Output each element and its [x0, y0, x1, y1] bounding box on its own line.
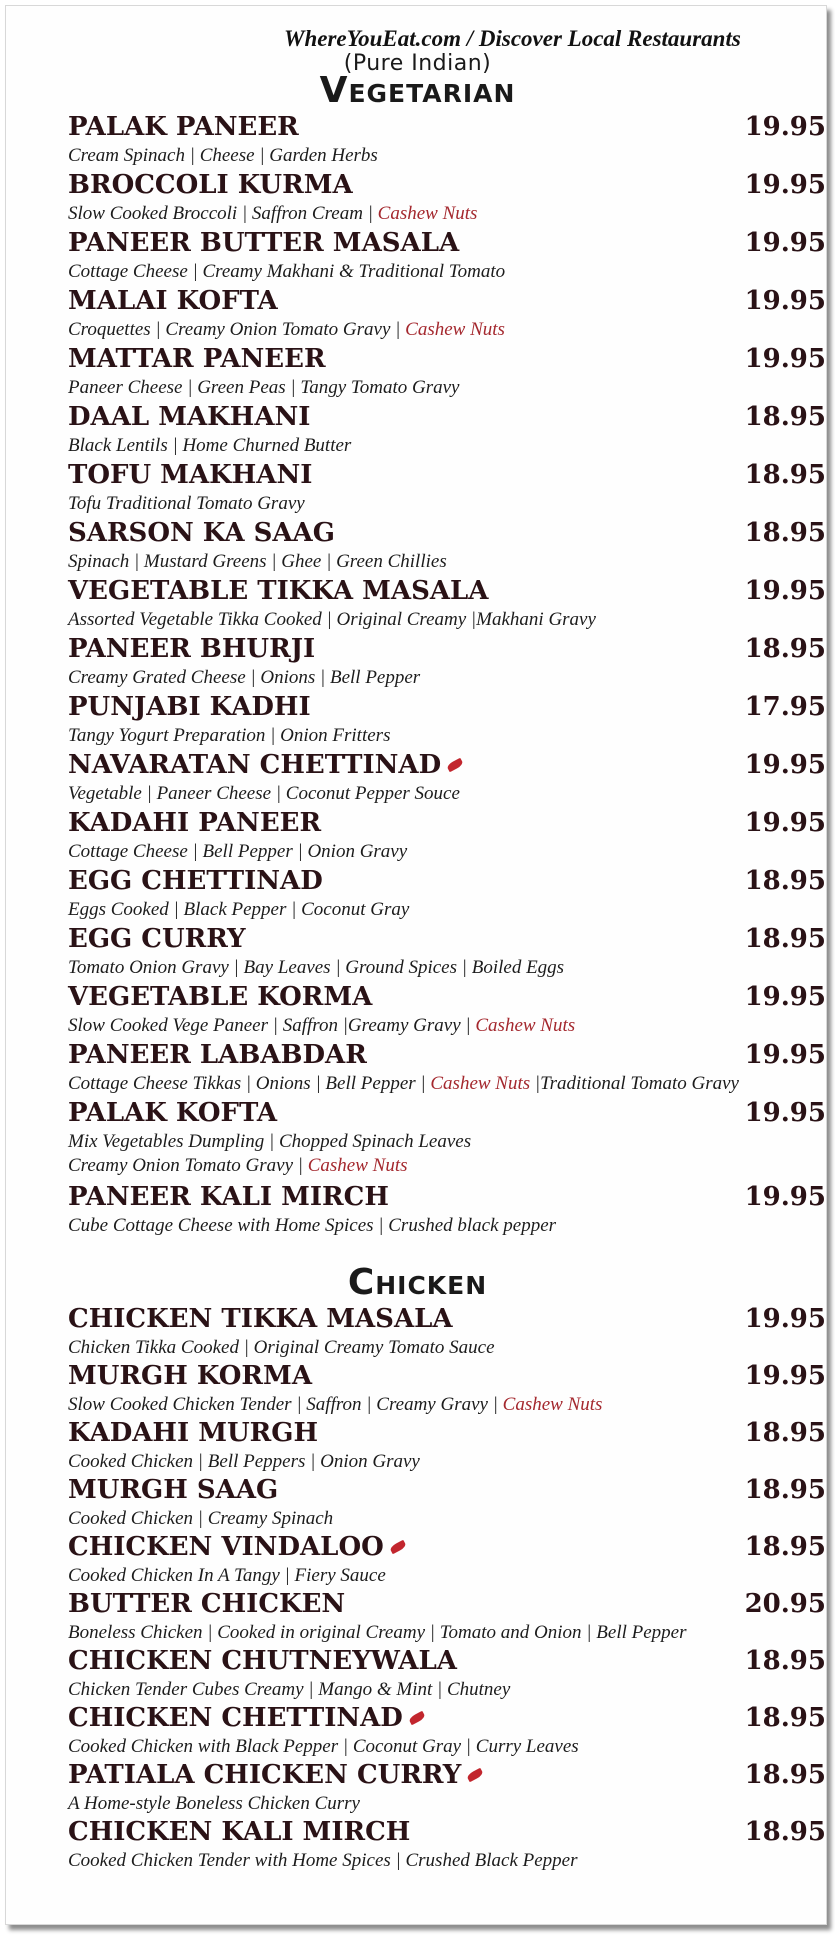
desc-text: Slow Cooked Broccoli | Saffron Cream |: [68, 203, 378, 224]
dish-name: NAVARATAN CHETTINAD: [68, 750, 442, 780]
cashew-nuts-note: Cashew Nuts: [475, 1015, 576, 1036]
chili-pepper-icon: [466, 1768, 484, 1783]
item-header: [68, 1587, 826, 1621]
dish-description: [68, 434, 768, 458]
dish-price: 18.95: [744, 402, 826, 432]
item-header: [68, 168, 826, 202]
item-header: [68, 284, 826, 318]
dish-price: 17.95: [744, 692, 826, 722]
dish-description: [68, 1393, 768, 1417]
menu-item: [68, 632, 826, 690]
dish-price: 19.95: [744, 576, 826, 606]
desc-text: Cube Cottage Cheese with Home Spices | Crushed black pepper: [68, 1215, 557, 1236]
dish-name: CHICKEN VINDALOO: [68, 1532, 384, 1562]
desc-text: Chicken Tender Cubes Creamy | Mango & Mint | Chutney: [68, 1679, 511, 1700]
menu-subtitle: (Pure Indian): [343, 51, 492, 76]
dish-description: [68, 1621, 768, 1645]
dish-name: TOFU MAKHANI: [68, 460, 313, 490]
item-header: [68, 1038, 826, 1072]
dish-name: MALAI KOFTA: [68, 286, 278, 316]
item-header: [68, 1302, 826, 1336]
dish-price: 19.95: [744, 344, 826, 374]
menu-item: [68, 980, 826, 1038]
desc-text: Cooked Chicken with Black Pepper | Coconut Gray | Curry Leaves: [68, 1736, 579, 1757]
site-banner: WhereYouEat.com / Discover Local Restaurants: [284, 26, 741, 51]
desc-text: Assorted Vegetable Tikka Cooked | Original Creamy |Makhani Gravy: [68, 609, 596, 630]
dish-description: [68, 202, 768, 226]
item-header: [68, 864, 826, 898]
dish-price: 19.95: [744, 286, 826, 316]
dish-name: SARSON KA SAAG: [68, 518, 335, 548]
desc-text: Slow Cooked Vege Paneer | Saffron |Greamy Gravy |: [68, 1015, 476, 1036]
dish-price: 18.95: [744, 1646, 826, 1676]
chili-pepper-icon: [389, 1540, 407, 1555]
dish-name: BROCCOLI KURMA: [68, 170, 353, 200]
dish-name: CHICKEN TIKKA MASALA: [68, 1304, 453, 1334]
menu-item: [68, 864, 826, 922]
dish-name: PANEER LABABDAR: [68, 1040, 367, 1070]
item-header: [68, 1644, 826, 1678]
item-header: [68, 1701, 826, 1735]
dish-price: 19.95: [744, 1182, 826, 1212]
desc-text: A Home-style Boneless Chicken Curry: [68, 1793, 360, 1814]
item-header: [68, 690, 826, 724]
dish-price: 18.95: [744, 460, 826, 490]
desc-text: Spinach | Mustard Greens | Ghee | Green Chillies: [68, 551, 447, 572]
menu-item: [68, 690, 826, 748]
cashew-nuts-note: Cashew Nuts: [307, 1155, 408, 1176]
menu-item: [68, 226, 826, 284]
desc-text: Cottage Cheese | Bell Pepper | Onion Gravy: [68, 841, 408, 862]
dish-name: PALAK PANEER: [68, 112, 299, 142]
menu-item: [68, 342, 826, 400]
cashew-nuts-note: Cashew Nuts: [377, 203, 478, 224]
dish-name: PATIALA CHICKEN CURRY: [68, 1760, 462, 1790]
desc-text: Tomato Onion Gravy | Bay Leaves | Ground Spices | Boiled Eggs: [68, 957, 565, 978]
dish-price: 19.95: [744, 228, 826, 258]
item-header: [68, 806, 826, 840]
item-header: [68, 1758, 826, 1792]
cashew-nuts-note: Cashew Nuts: [502, 1394, 603, 1415]
dish-price: 18.95: [744, 924, 826, 954]
dish-description: [68, 318, 768, 342]
item-header: [68, 922, 826, 956]
desc-text: Tofu Traditional Tomato Gravy: [68, 493, 305, 514]
item-header: [68, 980, 826, 1014]
item-header: [68, 1096, 826, 1130]
dish-name: CHICKEN CHETTINAD: [68, 1703, 403, 1733]
item-header: [68, 516, 826, 550]
dish-name: PALAK KOFTA: [68, 1098, 278, 1128]
dish-name: PANEER BUTTER MASALA: [68, 228, 460, 258]
item-header: [68, 458, 826, 492]
dish-description: [68, 724, 768, 748]
dish-name: MURGH SAAG: [68, 1475, 279, 1505]
dish-description: [68, 1154, 768, 1178]
dish-description: [68, 1336, 768, 1360]
dish-description: [68, 1014, 768, 1038]
menu-item: [68, 1096, 826, 1178]
menu-item: [68, 748, 826, 806]
dish-description: [68, 376, 768, 400]
menu-item: [68, 1416, 826, 1474]
menu-item: [68, 1359, 826, 1417]
item-header: [68, 1530, 826, 1564]
menu-item: [68, 168, 826, 226]
dish-description: [68, 1849, 768, 1873]
desc-text: Cottage Cheese Tikkas | Onions | Bell Pepper |: [68, 1073, 431, 1094]
desc-text: Paneer Cheese | Green Peas | Tangy Tomato Gravy: [68, 377, 460, 398]
dish-name: KADAHI PANEER: [68, 808, 322, 838]
dish-price: 20.95: [744, 1589, 826, 1619]
item-header: [68, 1815, 826, 1849]
dish-price: 19.95: [744, 808, 826, 838]
dish-price: 18.95: [744, 1418, 826, 1448]
menu-item: [68, 110, 826, 168]
dish-description: [68, 1735, 768, 1759]
desc-text: Cooked Chicken Tender with Home Spices | Crushed Black Pepper: [68, 1850, 578, 1871]
dish-description: [68, 956, 768, 980]
desc-text: Cooked Chicken In A Tangy | Fiery Sauce: [68, 1565, 386, 1586]
dish-name: EGG CHETTINAD: [68, 866, 323, 896]
dish-description: [68, 1130, 768, 1154]
menu-item: [68, 1302, 826, 1360]
dish-description: [68, 1214, 768, 1238]
dish-price: 18.95: [744, 518, 826, 548]
dish-description: [68, 1507, 768, 1531]
item-header: [68, 342, 826, 376]
menu-item: [68, 1473, 826, 1531]
dish-price: 18.95: [744, 1817, 826, 1847]
menu-item: [68, 400, 826, 458]
desc-text: Eggs Cooked | Black Pepper | Coconut Gray: [68, 899, 410, 920]
dish-price: 19.95: [744, 1361, 826, 1391]
menu-item: [68, 458, 826, 516]
desc-text: Slow Cooked Chicken Tender | Saffron | Creamy Gravy |: [68, 1394, 503, 1415]
dish-name: CHICKEN KALI MIRCH: [68, 1817, 411, 1847]
dish-price: 18.95: [744, 1703, 826, 1733]
dish-name: PANEER BHURJI: [68, 634, 316, 664]
section-title: Vegetarian: [319, 70, 516, 111]
dish-description: [68, 1792, 768, 1816]
item-header: [68, 574, 826, 608]
dish-name: VEGETABLE KORMA: [68, 982, 373, 1012]
menu-item: [68, 1038, 826, 1096]
item-header: [68, 110, 826, 144]
dish-price: 18.95: [744, 866, 826, 896]
item-header: [68, 632, 826, 666]
desc-text: Croquettes | Creamy Onion Tomato Gravy |: [68, 319, 406, 340]
dish-name: PUNJABI KADHI: [68, 692, 311, 722]
dish-description: [68, 1564, 768, 1588]
dish-price: 19.95: [744, 112, 826, 142]
dish-name: DAAL MAKHANI: [68, 402, 311, 432]
desc-text: |Traditional Tomato Gravy: [530, 1073, 739, 1094]
desc-text: Boneless Chicken | Cooked in original Creamy | Tomato and Onion | Bell Pepper: [68, 1622, 687, 1643]
dish-price: 19.95: [744, 750, 826, 780]
dish-price: 19.95: [744, 1098, 826, 1128]
dish-name: CHICKEN CHUTNEYWALA: [68, 1646, 457, 1676]
desc-text: Cooked Chicken | Creamy Spinach: [68, 1508, 334, 1529]
desc-text: Chicken Tikka Cooked | Original Creamy Tomato Sauce: [68, 1337, 495, 1358]
dish-description: [68, 608, 768, 632]
item-header: [68, 1416, 826, 1450]
menu-item: [68, 922, 826, 980]
desc-text: Creamy Onion Tomato Gravy |: [68, 1155, 308, 1176]
menu-item: [68, 1180, 826, 1238]
item-header: [68, 748, 826, 782]
item-header: [68, 1473, 826, 1507]
dish-description: [68, 550, 768, 574]
desc-text: Mix Vegetables Dumpling | Chopped Spinach Leaves: [68, 1131, 472, 1152]
dish-name: EGG CURRY: [68, 924, 246, 954]
dish-name: KADAHI MURGH: [68, 1418, 319, 1448]
cashew-nuts-note: Cashew Nuts: [430, 1073, 531, 1094]
desc-text: Black Lentils | Home Churned Butter: [68, 435, 352, 456]
menu-item: [68, 284, 826, 342]
menu-item: [68, 1701, 826, 1759]
menu-item: [68, 1815, 826, 1873]
dish-price: 18.95: [744, 634, 826, 664]
dish-description: [68, 260, 768, 284]
dish-price: 19.95: [744, 1304, 826, 1334]
desc-text: Cooked Chicken | Bell Peppers | Onion Gravy: [68, 1451, 420, 1472]
dish-price: 18.95: [744, 1760, 826, 1790]
dish-name: BUTTER CHICKEN: [68, 1589, 346, 1619]
chili-pepper-icon: [408, 1711, 426, 1726]
dish-name: MURGH KORMA: [68, 1361, 312, 1391]
desc-text: Vegetable | Paneer Cheese | Coconut Pepper Souce: [68, 783, 460, 804]
dish-name: PANEER KALI MIRCH: [68, 1182, 389, 1212]
dish-description: [68, 1072, 768, 1096]
item-header: [68, 1359, 826, 1393]
chili-pepper-icon: [446, 758, 464, 773]
desc-text: Tangy Yogurt Preparation | Onion Fritters: [68, 725, 391, 746]
dish-description: [68, 840, 768, 864]
dish-price: 18.95: [744, 1532, 826, 1562]
dish-description: [68, 782, 768, 806]
dish-description: [68, 492, 768, 516]
dish-description: [68, 1450, 768, 1474]
dish-price: 19.95: [744, 982, 826, 1012]
desc-text: Cottage Cheese | Creamy Makhani & Traditional Tomato: [68, 261, 506, 282]
menu-item: [68, 574, 826, 632]
dish-description: [68, 666, 768, 690]
menu-item: [68, 1530, 826, 1588]
desc-text: Creamy Grated Cheese | Onions | Bell Pepper: [68, 667, 421, 688]
dish-description: [68, 144, 768, 168]
menu-item: [68, 1758, 826, 1816]
menu-item: [68, 1587, 826, 1645]
section-title: Chicken: [347, 1262, 488, 1303]
dish-price: 19.95: [744, 1040, 826, 1070]
item-header: [68, 1180, 826, 1214]
dish-name: MATTAR PANEER: [68, 344, 326, 374]
item-header: [68, 226, 826, 260]
menu-item: [68, 1644, 826, 1702]
menu-item: [68, 516, 826, 574]
dish-name: VEGETABLE TIKKA MASALA: [68, 576, 489, 606]
dish-description: [68, 1678, 768, 1702]
cashew-nuts-note: Cashew Nuts: [405, 319, 505, 340]
desc-text: Cream Spinach | Cheese | Garden Herbs: [68, 145, 378, 166]
dish-price: 19.95: [744, 170, 826, 200]
menu-item: [68, 806, 826, 864]
dish-price: 18.95: [744, 1475, 826, 1505]
dish-description: [68, 898, 768, 922]
item-header: [68, 400, 826, 434]
